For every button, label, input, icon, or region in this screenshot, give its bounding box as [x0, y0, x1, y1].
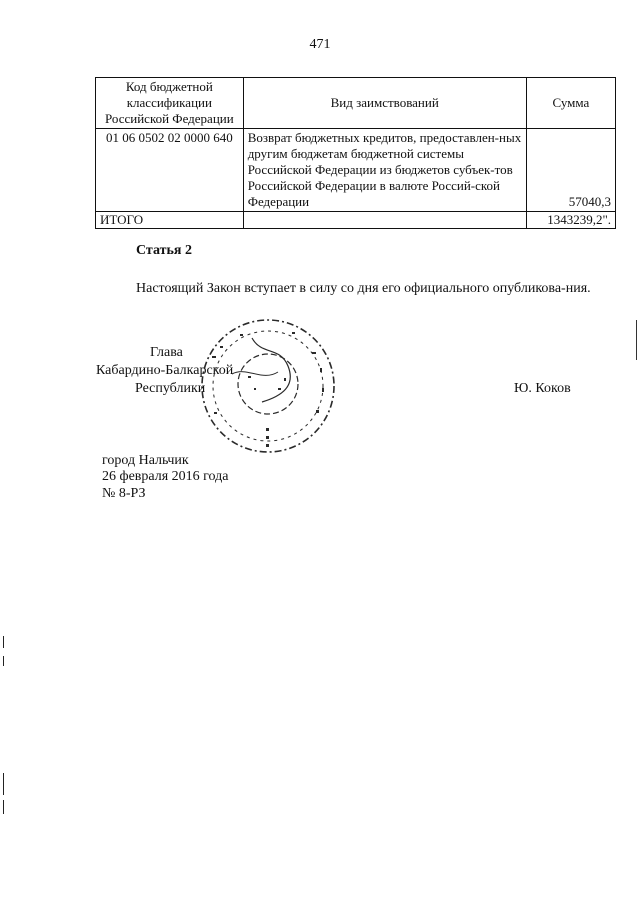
total-sum: 1343239,2".	[526, 212, 615, 229]
signature-title-line2: Кабардино-Балкарской	[96, 363, 234, 378]
table-total-row	[96, 212, 616, 229]
right-margin-mark	[636, 320, 637, 360]
row-description: Возврат бюджетных кредитов, предоставлен-ных другим бюджетам бюджетной системы Российской Федерации из бюджетов субъек-тов Российской Федерации в валюте Россий-ской Федерации	[243, 129, 526, 212]
table-row	[96, 129, 616, 212]
signature-title-line1: Глава	[150, 345, 183, 360]
left-margin-mark	[3, 656, 4, 666]
law-number: № 8-РЗ	[102, 486, 146, 501]
left-margin-mark	[3, 773, 4, 795]
official-seal	[192, 316, 344, 456]
signing-date: 26 февраля 2016 года	[102, 469, 229, 484]
seal-middle-ring	[213, 331, 323, 441]
borrowings-table	[95, 77, 616, 229]
row-sum: 57040,3	[526, 129, 615, 212]
total-empty-cell	[243, 212, 526, 229]
row-code: 01 06 0502 02 0000 640	[96, 129, 244, 212]
signatory-name: Ю. Коков	[514, 381, 571, 396]
table-header-row	[96, 78, 616, 129]
signature-title-line3: Республики	[135, 381, 206, 396]
seal-signature-stroke	[252, 338, 290, 402]
header-type: Вид заимствований	[243, 78, 526, 129]
header-sum: Сумма	[526, 78, 615, 129]
article-title: Статья 2	[136, 243, 192, 258]
seal-outer-ring	[202, 320, 334, 452]
left-margin-mark	[3, 636, 4, 648]
left-margin-mark	[3, 800, 4, 814]
header-code: Код бюджетной классификации Российской Федерации	[96, 78, 244, 129]
total-label: ИТОГО	[96, 212, 244, 229]
place-of-signing: город Нальчик	[102, 453, 189, 468]
page-number: 471	[309, 37, 331, 52]
article-text: Настоящий Закон вступает в силу со дня его официального опубликова-ния.	[136, 281, 591, 296]
